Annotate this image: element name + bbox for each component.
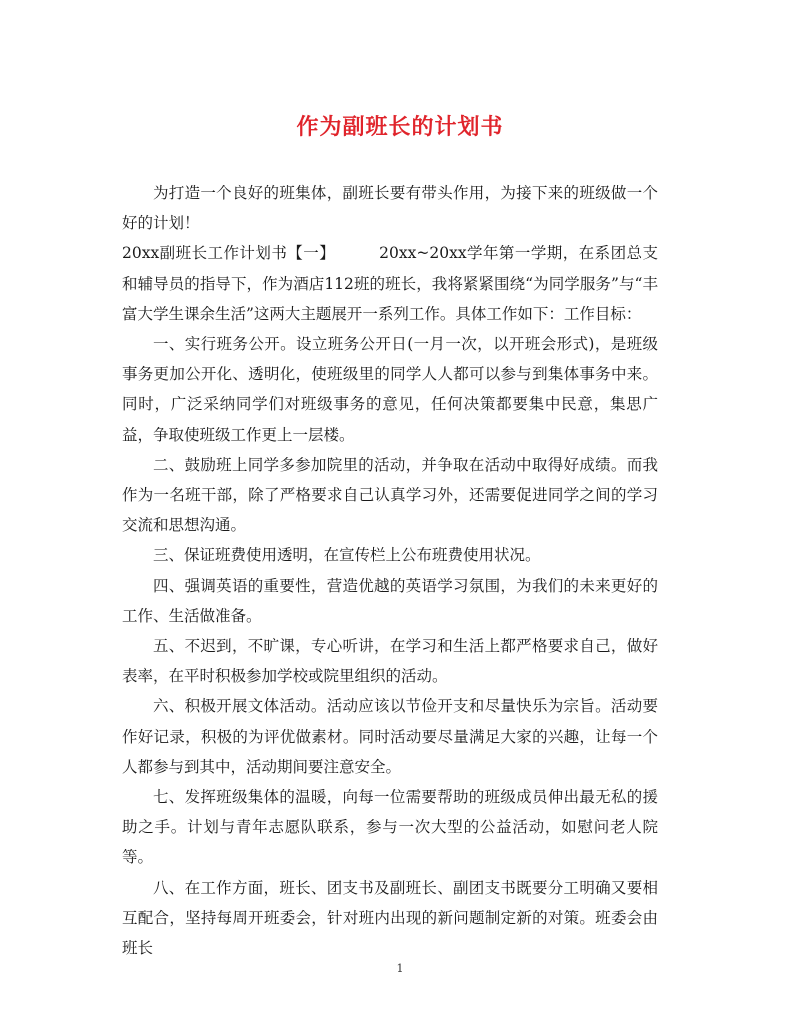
body-paragraph-3: 三、保证班费使用透明，在宣传栏上公布班费使用状况。 <box>153 546 541 565</box>
document-title: 作为副班长的计划书 <box>296 114 504 140</box>
section-heading-label: 20xx副班长工作计划书【一】 <box>122 244 336 263</box>
body-paragraph-2: 二、鼓励班上同学多参加院里的活动，并争取在活动中取得好成绩。而我作为一名班干部，除了严格要求自己认真学习外，还需要促进同学之间的学习交流和思想沟通。 <box>122 455 658 535</box>
section-heading-text: 20xx~20xx学年第一学期，在系团总支和辅导员的指导下，作为酒店112班的班长，我将紧紧围绕“为同学服务”与“丰富大学生课余生活”这两大主题展开一系列工作。具体工作如下：工作目标： <box>122 244 658 323</box>
body-paragraph-5: 五、不迟到，不旷课，专心听讲，在学习和生活上都严格要求自己，做好表率，在平时积极参加学校或院里组织的活动。 <box>122 637 658 686</box>
section-heading-paragraph <box>122 238 658 329</box>
intro-paragraph: 为打造一个良好的班集体，副班长要有带头作用，为接下来的班级做一个好的计划！ <box>122 184 658 233</box>
body-paragraph-4: 四、强调英语的重要性，营造优越的英语学习氛围，为我们的未来更好的工作、生活做准备。 <box>122 576 658 625</box>
document-body <box>122 178 658 963</box>
body-paragraph-7: 七、发挥班级集体的温暖，向每一位需要帮助的班级成员伸出最无私的援助之手。计划与青年志愿队联系，参与一次大型的公益活动，如慰问老人院等。 <box>122 788 658 867</box>
body-paragraph-6: 六、积极开展文体活动。活动应该以节俭开支和尽量快乐为宗旨。活动要作好记录，积极的为评优做素材。同时活动要尽量满足大家的兴趣，让每一个人都参与到其中，活动期间要注意安全。 <box>122 697 658 776</box>
page-number: 1 <box>396 962 404 975</box>
body-paragraph-1: 一、实行班务公开。设立班务公开日(一月一次，以开班会形式)，是班级事务更加公开化、透明化，使班级里的同学人人都可以参与到集体事务中来。同时，广泛采纳同学们对班级事务的意见，任何决策都要集中民意，集思广益，争取使班级工作更上一层楼。 <box>122 335 658 444</box>
body-paragraph-8: 八、在工作方面，班长、团支书及副班长、副团支书既要分工明确又要相互配合，坚持每周开班委会，针对班内出现的新问题制定新的对策。班委会由班长 <box>122 878 658 958</box>
